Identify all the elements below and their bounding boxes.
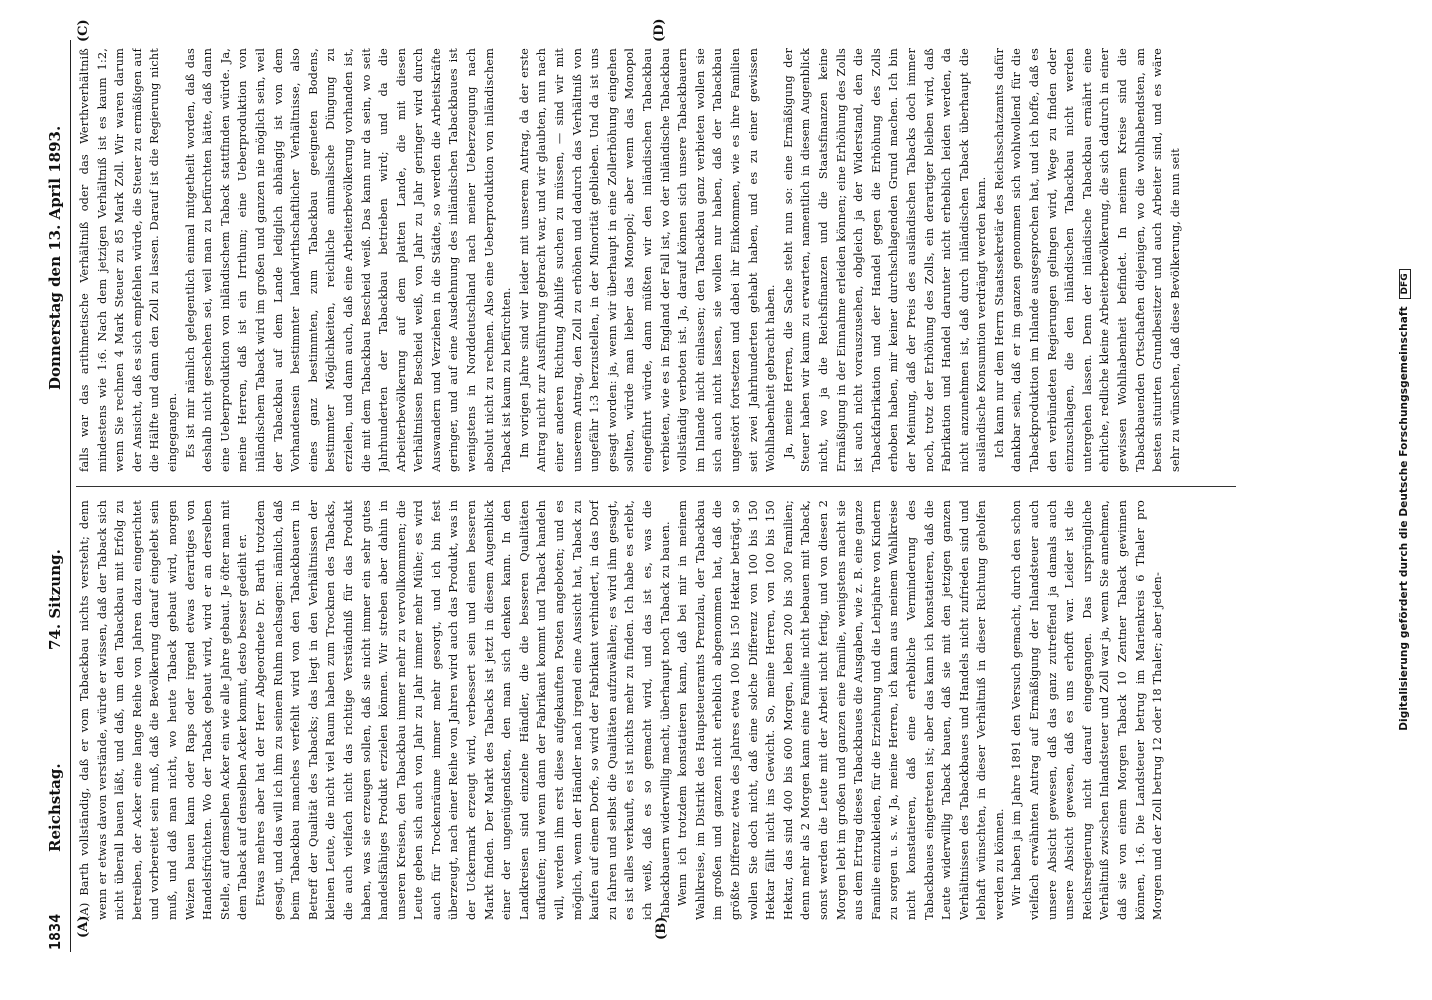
right-text-column (76, 48, 1251, 472)
paragraph: falls war das arithmetische Verhältniß oder das Werthverhältniß mindestens wie 1:6. Nach dem jetzigen Verhältniß ist es kaum 1:2, wenn Sie rechnen 4 Mark Steuer zu 85 Mark Zoll. Wir waren darum der Ansicht, daß es sich empfehlen würde, die Steuer zu ermäßigen auf die Hälfte und dann den Zoll zu lassen. Darauf ist die Regierung nicht eingegangen. (78, 48, 179, 472)
paragraph: (A) Barth vollständig, daß er vom Tabackbau nichts versteht; denn wenn er etwas davon verstände, würde er wissen, daß der Taback sich nicht überall bauen läßt, und daß, um den Tabackbau mit Erfolg zu betreiben, der Acker eine lange Reihe von Jahren dazu eingerichtet und vorbereitet sein muß, daß die Bevölkerung darauf eingelebt sein muß, und daß man nicht, wo heute Taback gebaut wird, morgen Weizen bauen kann oder Raps oder irgend etwas derartiges von Handelsfrüchten. Wo der Taback gebaut wird, wird er an derselben Stelle, auf demselben Acker ein wie alle Jahre gebaut. Je öfter man mit dem Taback auf denselben Acker kommt, desto besser gedeiht er. (78, 500, 250, 920)
margin-marker-d: (D) (652, 18, 667, 42)
margin-marker-a: (A) (76, 915, 91, 938)
running-title: Reichstag. (46, 763, 64, 852)
header-divider (70, 40, 71, 952)
paragraph: Ich kann nur dem Herrn Staatssekretär des Reichsschatzamts dafür dankbar sein, daß er im ganzen genommen sich wohlwollend für die Tabackproduktion im Inlande ausgesprochen hat, und ich hoffe, daß es den verbündeten Regierungen gelingen wird, Wege zu finden oder einzuschlagen, die den inländischen Tabackbau nicht werden untergehen lassen. Denn der inländische Tabackbau ernährt eine ehrliche, redliche kleine Arbeiterbevölkerung, die sich dadurch in einer gewissen Wohlhabenheit befindet. In meinem Kreise sind die Tabackbauenden Ortschaften diejenigen, wo die wohlhabendsten, am besten situirten Grundbesitzer und auch Arbeiter sind, und es wäre sehr zu wünschen, daß diese Bevölkerung, die nun seit (992, 48, 1182, 472)
paragraph: Etwas mehres aber hat der Herr Abgeordnete Dr. Barth trotzdem gesagt, und das will ich ihm zu seinem Ruhm nachsagen: nämlich, daß beim Tabackbau manches verfehlt wird von den Tabackbauern in Betreff der Qualität des Tabacks; das liegt in den Verhältnissen der kleinen Leute, die nicht viel Raum haben zum Trocknen des Tabacks, die auch vielfach nicht das richtige Verständniß für das Produkt haben, was sie erzeugen sollen, daß sie nicht immer ein sehr gutes handelsfähiges Produkt erzielen können. Wir streben aber dahin in unseren Kreisen, den Tabackbau immer mehr zu vervollkommnen; die Leute geben sich auch von Jahr zu Jahr immer mehr Mühe; es wird auch für Trockenräume immer mehr gesorgt, und ich bin fest überzeugt, nach einer Reihe von Jahren wird auch das Produkt, was in der Uckermark erzeugt wird, verbessert sein und einen besseren Markt finden. Der Markt des Tabacks ist jetzt in diesem Augenblick einer der ungenügendsten, den man sich denken kann. In den Landkreisen sind einzelne Händler, die die besseren Qualitäten aufkaufen; und wenn dann der Fabrikant kommt und Taback handeln will, werden ihm erst diese aufgekauften Posten angeboten; und es möglich, wenn der Händler nach irgend eine Aussicht hat, Taback zu kaufen auf einem Dorfe, so wird der Fabrikant verhindert, in das Dorf zu fahren und selbst die Qualitäten aufzuwählen; es wird ihm gesagt, es ist alles verkauft, es ist nichts mehr zu finden. Ich habe es erlebt, ich weiß, daß es so gemacht wird, und das ist es, was die Tabackbauern widerwillig macht, überhaupt noch Taback zu bauen. (253, 500, 672, 920)
left-text-column (76, 500, 1251, 920)
paragraph: Wenn ich trotzdem konstatieren kann, daß bei mir in meinem Wahlkreise, im Distrikt des Haupsteueramts Prenzlau, der Tabackbau im großen und ganzen nicht erheblich abgenommen hat, daß die größte Differenz etwa des Jahres etwa 100 bis 150 Hektar beträgt, so wollen Sie doch nicht, daß eine solche Differenz von 100 bis 150 Hektar fällt nicht ins Gewicht. So, meine Herren, von 100 bis 150 Hektar, das sind 400 bis 600 Morgen, leben 200 bis 300 Familien; denn mehr als 2 Morgen kann eine Familie nicht bebauen mit Taback, sonst werden die Leute mit der Arbeit nicht fertig, und von diesen 2 Morgen lebt im großen und ganzen eine Familie, wenigstens macht sie aus dem Ertrag dieses Tabackbaues die Ausgaben, wie z. B. eine ganze Familie einzukleiden, für die Erziehung und die Lehrjahre von Kindern zu sorgen u. s. w. Ja, meine Herren, ich kann aus meinem Wahlkreise nicht konstatieren, daß eine erhebliche Verminderung des Tabackbaues eingetreten ist; aber das kann ich konstatieren, daß die Leute widerwillig Taback bauen, daß sie mit den jetzigen ganzen Verhältnissen des Tabackbaues und Handels nicht zufrieden sind und lebhaft wünschten, in dieser Verhältniß in dieser Richtung geholfen werden zu können. (676, 500, 1006, 920)
page-header (42, 40, 72, 950)
page-number: 1834 (46, 913, 64, 950)
session-date: Donnerstag den 13. April 1893. (46, 125, 64, 390)
paragraph: Wir haben ja im Jahre 1891 den Versuch gemacht, durch den schon vielfach erwähnten Antrag auf Ermäßigung der Inlandsteuer auch unsere Absicht gewesen, daß das ganz zutreffend ja damals auch unsere Absicht gewesen, daß es uns erhofft war. Leider ist die Reichsregierung nicht darauf eingegangen. Das ursprüngliche Verhältniß zwischen Inlandsteuer und Zoll war ja, wenn Sie annehmen, daß sie von einem Morgen Taback 10 Zentner Taback gewinnen können, 1:6. Die Landsteuer betrug im Marienkreis 6 Thaler pro Morgen und der Zoll betrug 12 oder 18 Thaler; aber jeden- (1010, 500, 1165, 920)
dfg-logo: DFG (1399, 269, 1411, 298)
digitization-credit (1398, 0, 1410, 1000)
column-divider (76, 486, 1236, 487)
paragraph: Im vorigen Jahre sind wir leider mit unserem Antrag, da der erste Antrag nicht zur Ausführung gebracht war, und wir glaubten, nun nach einer anderen Richtung Abhilfe suchen zu müssen, — sind wir mit unserem Antrag, den Zoll zu erhöhen und dadurch das Verhältniß von ungefähr 1:3 herzustellen, in der Minorität geblieben. Und da ist uns gesagt worden: ja, wenn wir überhaupt in eine Zollerhöhung eingehen sollten, würde man lieber das Monopol; aber wenn das Monopol eingeführt würde, dann müßten wir den inländischen Tabackbau verbieten, wie es in England der Fall ist, wo der inländische Tabackbau vollständig verboten ist. Ja, darauf können sich unsere Tabackbauern im Inlande nicht einlassen; den Tabackbau ganz verbieten wollen sie sich auch nicht lassen, sie wollen nur haben, daß der Tabackbau ungestört fortsetzen und dabei ihr Einkommen, wie es ihre Familien seit zwei Jahrhunderten gehabt haben, und es zu einer gewissen Wohlhabenheit gebracht haben. (517, 48, 778, 472)
paragraph: Es ist mir nämlich gelegentlich einmal mitgetheilt worden, daß das deshalb nicht geschehen sei, weil man zu befürchten hätte, daß dann eine Ueberproduktion von inländischem Taback stattfinden würde. Ja, meine Herren, daß ist ein Irrthum; eine Ueberproduktion von inländischem Taback wird im großen und ganzen nie möglich sein, weil der Tabackbau auf dem Lande lediglich abhängig ist von dem Vorhandensein bestimmter landwirthschaftlicher Verhältnisse, also eines ganz bestimmten, zum Tabackbau geeigneten Bodens, bestimmter Möglichkeiten, reichliche animalische Düngung zu erzielen, und dann auch, daß eine Arbeiterbevölkerung vorhanden ist, die mit dem Tabackbau Bescheid weiß. Das kann nur da sein, wo seit Jahrhunderten der Tabackbau betrieben wird; und da die Arbeiterbevölkerung auf dem platten Lande, die mit diesen Verhältnissen Bescheid weiß, von Jahr zu Jahr geringer wird durch Auswandern und Verziehen in die Städte, so werden die Arbeitskräfte geringer, und auf eine Ausdehnung des inländischen Tabackbaues ist wenigstens in Norddeutschland nach meiner Ueberzeugung nach absolut nicht zu rechnen. Also eine Ueberproduktion von inländischem Taback ist kaum zu befürchten. (183, 48, 514, 472)
paragraph: Ja, meine Herren, die Sache steht nun so: eine Ermäßigung der Steuer haben wir kaum zu erwarten, namentlich in diesem Augenblick nicht, wo ja die Reichsfinanzen und die Staatsfinanzen keine Ermäßigung in der Einnahme erleiden können; eine Erhöhung des Zolls ist auch nicht vorauszusehen, obgleich ja der Widerstand, den die Tabackfabrikation und der Handel gegen die Erhöhung des Zolls erhoben haben, mir keiner durchschlagenden Grund machen. Ich bin der Meinung, daß der Preis des ausländischen Tabacks doch immer noch, trotz der Erhöhung des Zolls, ein derartiger bleiben wird, daß Fabrikation und Handel darunter nicht erheblich leiden werden, da nicht anzunehmen ist, daß durch inländischen Taback überhaupt die ausländische Konsumtion verdrängt werden kann. (781, 48, 989, 472)
session-number: 74. Sitzung. (46, 549, 64, 650)
margin-marker-b: (B) (654, 916, 669, 940)
margin-marker-c: (C) (76, 19, 91, 42)
credit-text: Digitalisierung gefördert durch die Deutsche Forschungsgemeinschaft (1398, 306, 1410, 731)
